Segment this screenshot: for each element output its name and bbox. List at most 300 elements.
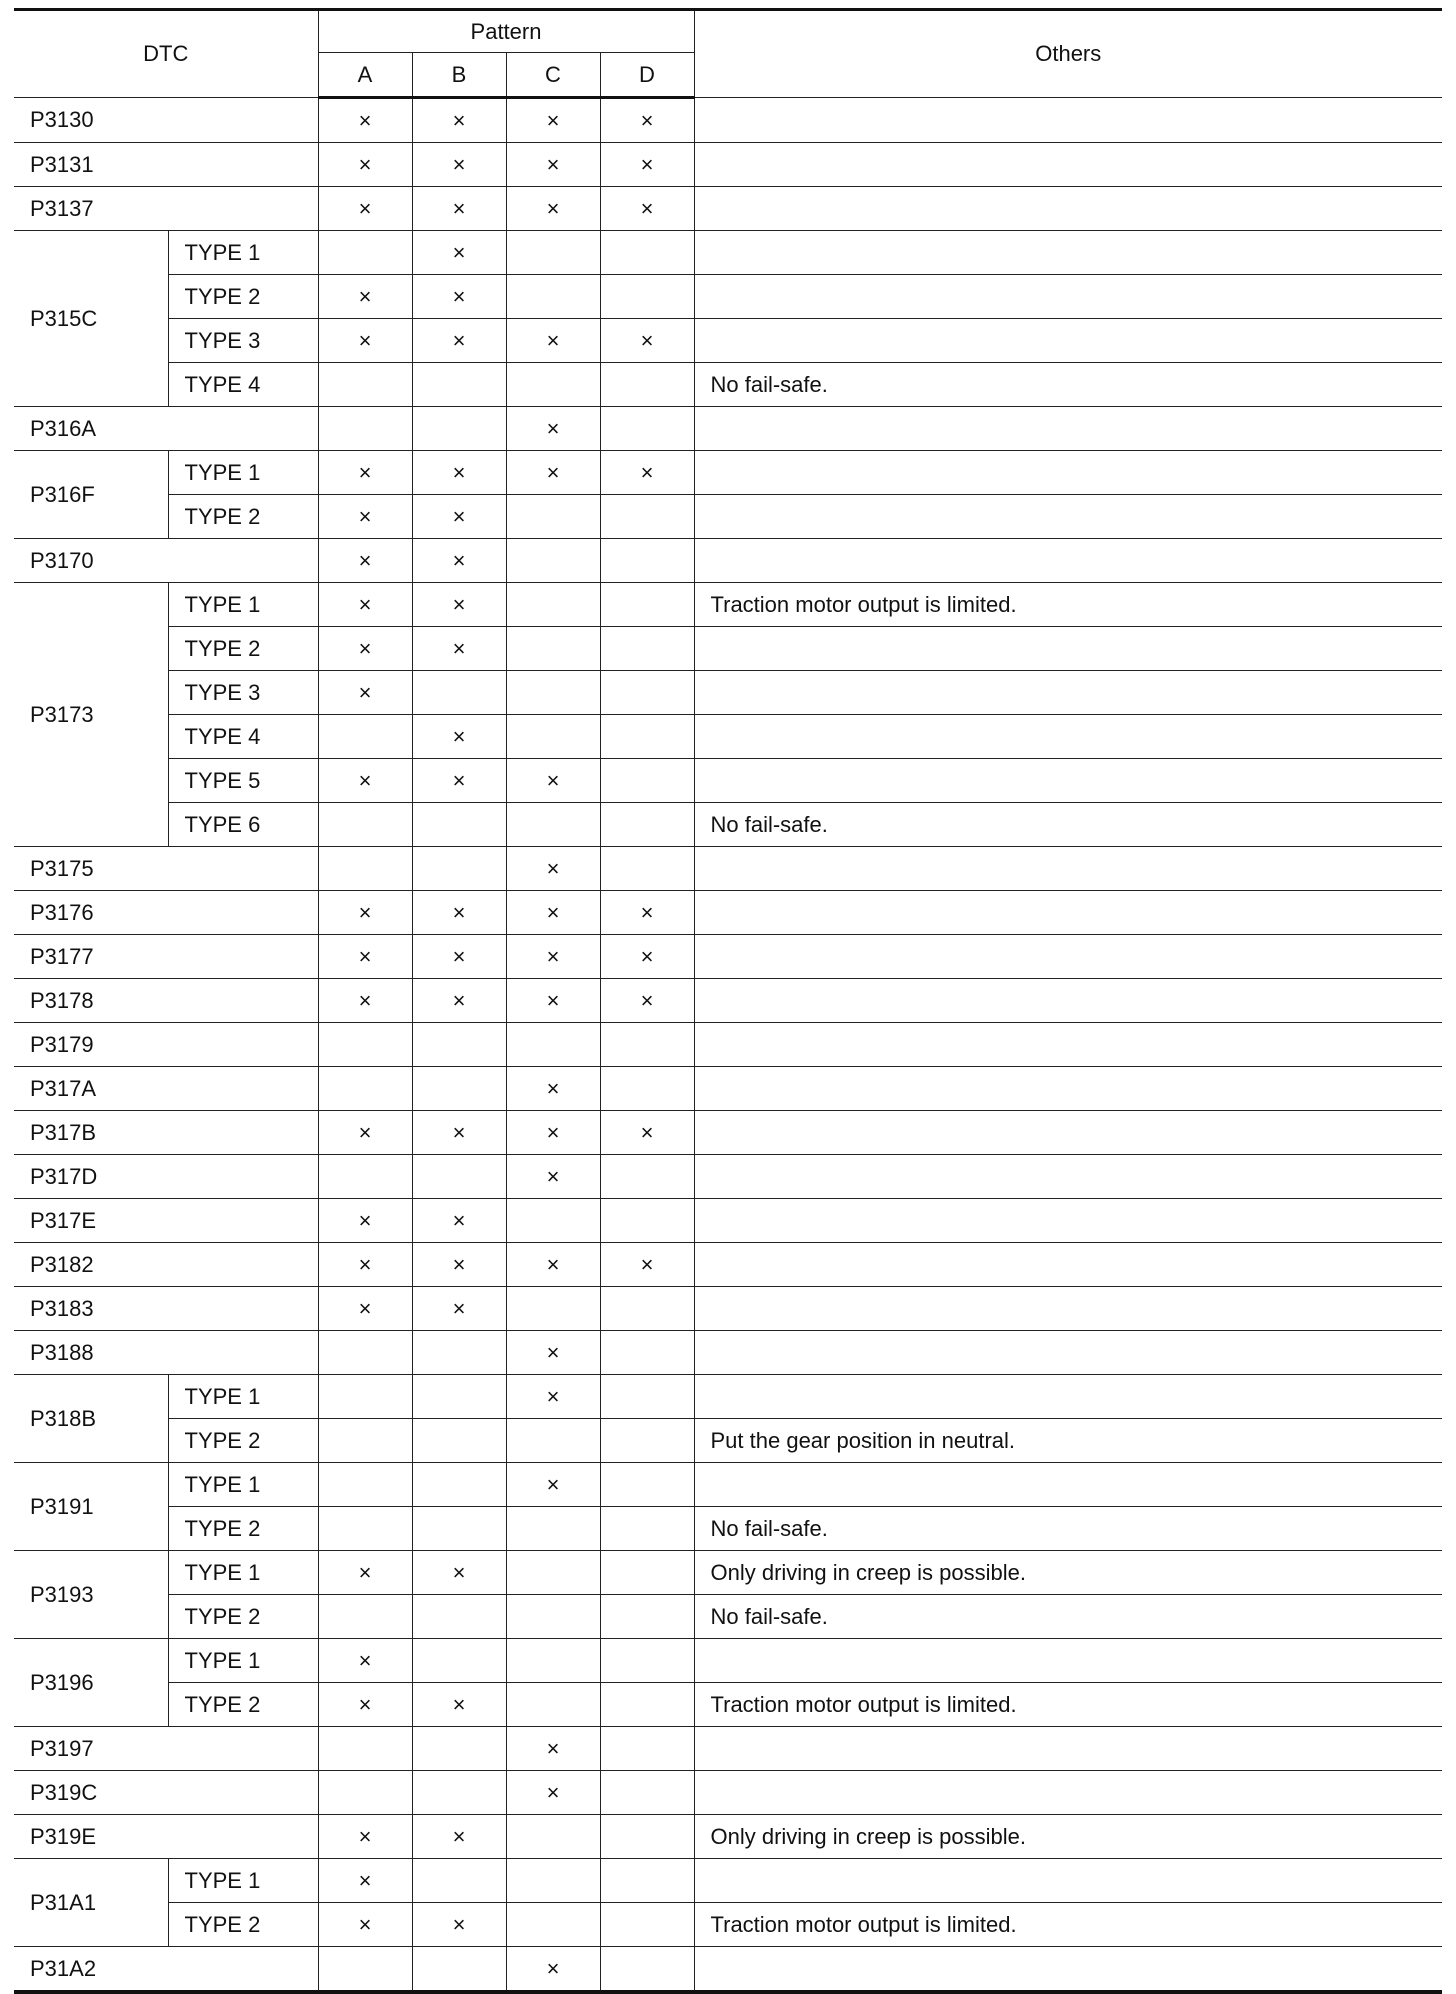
- pattern-d-cell: [600, 1947, 694, 1993]
- table-row: [14, 1507, 1442, 1551]
- table-row: [14, 495, 1442, 539]
- table-row: [14, 1947, 1442, 1993]
- table-row: [14, 671, 1442, 715]
- pattern-d-cell: ×: [600, 98, 694, 143]
- pattern-d-cell: [600, 1023, 694, 1067]
- dtc-code: P3178: [14, 979, 318, 1023]
- others-cell: Traction motor output is limited.: [694, 1683, 1442, 1727]
- dtc-code: P316A: [14, 407, 318, 451]
- pattern-a-cell: ×: [318, 1551, 412, 1595]
- table-row: [14, 143, 1442, 187]
- pattern-c-cell: ×: [506, 891, 600, 935]
- others-cell: [694, 275, 1442, 319]
- dtc-code: P3170: [14, 539, 318, 583]
- pattern-c-cell: [506, 231, 600, 275]
- others-cell: [694, 495, 1442, 539]
- others-cell: [694, 1199, 1442, 1243]
- dtc-type: TYPE 4: [168, 363, 318, 407]
- pattern-c-cell: [506, 1023, 600, 1067]
- table-row: [14, 715, 1442, 759]
- pattern-a-cell: [318, 1947, 412, 1993]
- table-row: [14, 847, 1442, 891]
- pattern-b-cell: ×: [412, 231, 506, 275]
- pattern-col-b: B: [412, 53, 506, 98]
- dtc-code: P31A2: [14, 1947, 318, 1993]
- pattern-b-cell: ×: [412, 759, 506, 803]
- pattern-b-cell: ×: [412, 715, 506, 759]
- pattern-b-cell: ×: [412, 1551, 506, 1595]
- pattern-c-cell: ×: [506, 98, 600, 143]
- pattern-c-cell: ×: [506, 979, 600, 1023]
- pattern-c-cell: ×: [506, 1331, 600, 1375]
- pattern-b-cell: [412, 1771, 506, 1815]
- pattern-a-cell: [318, 1331, 412, 1375]
- dtc-type: TYPE 2: [168, 275, 318, 319]
- dtc-code: P3177: [14, 935, 318, 979]
- others-cell: Put the gear position in neutral.: [694, 1419, 1442, 1463]
- pattern-c-cell: ×: [506, 451, 600, 495]
- dtc-type: TYPE 1: [168, 451, 318, 495]
- dtc-type: TYPE 3: [168, 671, 318, 715]
- pattern-d-cell: [600, 1903, 694, 1947]
- pattern-b-cell: [412, 1463, 506, 1507]
- dtc-type: TYPE 6: [168, 803, 318, 847]
- pattern-c-cell: [506, 627, 600, 671]
- pattern-d-cell: [600, 1199, 694, 1243]
- table-body: [14, 98, 1442, 1993]
- dtc-type: TYPE 2: [168, 1419, 318, 1463]
- pattern-c-cell: ×: [506, 1771, 600, 1815]
- others-cell: Traction motor output is limited.: [694, 1903, 1442, 1947]
- table-row: [14, 1067, 1442, 1111]
- pattern-b-cell: [412, 363, 506, 407]
- table-row: [14, 891, 1442, 935]
- pattern-a-cell: [318, 1595, 412, 1639]
- pattern-c-cell: ×: [506, 1947, 600, 1993]
- pattern-c-cell: [506, 363, 600, 407]
- dtc-header: DTC: [143, 41, 189, 66]
- pattern-c-cell: [506, 1507, 600, 1551]
- pattern-b-cell: [412, 1859, 506, 1903]
- pattern-d-cell: [600, 715, 694, 759]
- pattern-b-cell: [412, 1067, 506, 1111]
- pattern-d-cell: [600, 583, 694, 627]
- dtc-type: TYPE 1: [168, 1551, 318, 1595]
- table-row: [14, 451, 1442, 495]
- pattern-c-cell: [506, 1287, 600, 1331]
- pattern-b-cell: ×: [412, 583, 506, 627]
- dtc-type: TYPE 2: [168, 1903, 318, 1947]
- others-cell: No fail-safe.: [694, 363, 1442, 407]
- pattern-a-cell: [318, 1507, 412, 1551]
- table-row: [14, 539, 1442, 583]
- pattern-d-cell: [600, 1815, 694, 1859]
- dtc-code: P3130: [14, 98, 318, 143]
- table-row: [14, 1595, 1442, 1639]
- others-cell: [694, 319, 1442, 363]
- pattern-d-cell: [600, 1287, 694, 1331]
- pattern-b-cell: ×: [412, 451, 506, 495]
- table-row: [14, 319, 1442, 363]
- pattern-c-cell: ×: [506, 1067, 600, 1111]
- pattern-a-cell: ×: [318, 495, 412, 539]
- dtc-code: P31A1: [14, 1859, 168, 1947]
- dtc-type: TYPE 1: [168, 1639, 318, 1683]
- others-cell: No fail-safe.: [694, 1595, 1442, 1639]
- dtc-code: P317D: [14, 1155, 318, 1199]
- pattern-b-cell: [412, 407, 506, 451]
- pattern-c-cell: ×: [506, 935, 600, 979]
- pattern-c-cell: ×: [506, 407, 600, 451]
- pattern-a-cell: [318, 803, 412, 847]
- pattern-a-cell: [318, 1067, 412, 1111]
- pattern-d-cell: [600, 1155, 694, 1199]
- table-row: [14, 1815, 1442, 1859]
- pattern-b-cell: ×: [412, 143, 506, 187]
- pattern-c-cell: ×: [506, 759, 600, 803]
- pattern-b-cell: [412, 1375, 506, 1419]
- dtc-code: P319E: [14, 1815, 318, 1859]
- pattern-c-cell: [506, 1859, 600, 1903]
- others-header: Others: [694, 10, 1442, 98]
- pattern-c-cell: [506, 1815, 600, 1859]
- pattern-a-cell: ×: [318, 275, 412, 319]
- table-row: [14, 1463, 1442, 1507]
- table-row: [14, 935, 1442, 979]
- table-row: [14, 759, 1442, 803]
- pattern-a-cell: ×: [318, 1903, 412, 1947]
- pattern-b-cell: [412, 1507, 506, 1551]
- pattern-b-cell: ×: [412, 1683, 506, 1727]
- pattern-b-cell: ×: [412, 1111, 506, 1155]
- pattern-d-cell: ×: [600, 1243, 694, 1287]
- dtc-type: TYPE 2: [168, 627, 318, 671]
- pattern-c-cell: [506, 715, 600, 759]
- others-cell: [694, 143, 1442, 187]
- pattern-d-cell: [600, 803, 694, 847]
- table-row: [14, 1419, 1442, 1463]
- pattern-b-cell: ×: [412, 98, 506, 143]
- table-row: [14, 187, 1442, 231]
- pattern-a-cell: ×: [318, 1639, 412, 1683]
- table-row: [14, 231, 1442, 275]
- pattern-c-cell: [506, 1419, 600, 1463]
- dtc-code: P317E: [14, 1199, 318, 1243]
- table-row: [14, 1375, 1442, 1419]
- pattern-a-cell: ×: [318, 583, 412, 627]
- pattern-d-cell: [600, 1507, 694, 1551]
- dtc-type: TYPE 1: [168, 1463, 318, 1507]
- pattern-d-cell: [600, 1683, 694, 1727]
- others-cell: [694, 1639, 1442, 1683]
- pattern-c-cell: [506, 275, 600, 319]
- pattern-d-cell: [600, 1463, 694, 1507]
- pattern-c-cell: [506, 495, 600, 539]
- dtc-type: TYPE 2: [168, 495, 318, 539]
- others-cell: [694, 539, 1442, 583]
- pattern-d-cell: [600, 847, 694, 891]
- table-row: [14, 1727, 1442, 1771]
- dtc-code: P318B: [14, 1375, 168, 1463]
- dtc-type: TYPE 4: [168, 715, 318, 759]
- pattern-c-cell: [506, 1683, 600, 1727]
- pattern-c-cell: [506, 1595, 600, 1639]
- dtc-type: TYPE 5: [168, 759, 318, 803]
- others-cell: Only driving in creep is possible.: [694, 1551, 1442, 1595]
- pattern-a-cell: [318, 363, 412, 407]
- pattern-b-cell: ×: [412, 1903, 506, 1947]
- dtc-type: TYPE 2: [168, 1683, 318, 1727]
- fail-safe-table: [14, 8, 1442, 1994]
- dtc-code: P317B: [14, 1111, 318, 1155]
- pattern-d-cell: [600, 363, 694, 407]
- pattern-b-cell: [412, 1727, 506, 1771]
- others-cell: [694, 1947, 1442, 1993]
- others-cell: [694, 1331, 1442, 1375]
- pattern-d-cell: [600, 495, 694, 539]
- pattern-a-cell: ×: [318, 451, 412, 495]
- pattern-c-cell: [506, 671, 600, 715]
- pattern-c-cell: ×: [506, 847, 600, 891]
- pattern-a-cell: ×: [318, 187, 412, 231]
- pattern-d-cell: [600, 1595, 694, 1639]
- others-cell: Traction motor output is limited.: [694, 583, 1442, 627]
- pattern-c-cell: [506, 1199, 600, 1243]
- dtc-code: P3176: [14, 891, 318, 935]
- table-row: [14, 1859, 1442, 1903]
- dtc-code: P3188: [14, 1331, 318, 1375]
- pattern-a-cell: [318, 1155, 412, 1199]
- pattern-a-cell: ×: [318, 671, 412, 715]
- table-row: [14, 1683, 1442, 1727]
- dtc-code: P317A: [14, 1067, 318, 1111]
- pattern-a-cell: [318, 715, 412, 759]
- table-row: [14, 979, 1442, 1023]
- pattern-d-cell: [600, 1551, 694, 1595]
- table-row: [14, 363, 1442, 407]
- dtc-type: TYPE 2: [168, 1507, 318, 1551]
- pattern-b-cell: ×: [412, 891, 506, 935]
- pattern-d-cell: [600, 1771, 694, 1815]
- others-cell: [694, 1287, 1442, 1331]
- table-row: [14, 1155, 1442, 1199]
- pattern-b-cell: [412, 1331, 506, 1375]
- pattern-d-cell: [600, 231, 694, 275]
- pattern-a-cell: [318, 847, 412, 891]
- table-row: [14, 407, 1442, 451]
- others-cell: [694, 1155, 1442, 1199]
- table-row: [14, 1639, 1442, 1683]
- others-cell: [694, 759, 1442, 803]
- pattern-d-cell: ×: [600, 319, 694, 363]
- pattern-d-cell: [600, 759, 694, 803]
- dtc-type: TYPE 2: [168, 1595, 318, 1639]
- table-row: [14, 803, 1442, 847]
- others-cell: [694, 231, 1442, 275]
- pattern-b-cell: ×: [412, 935, 506, 979]
- pattern-b-cell: ×: [412, 627, 506, 671]
- pattern-a-cell: [318, 407, 412, 451]
- pattern-d-cell: [600, 275, 694, 319]
- dtc-code: P3183: [14, 1287, 318, 1331]
- table-row: [14, 1771, 1442, 1815]
- table-row: [14, 1331, 1442, 1375]
- pattern-a-cell: [318, 1771, 412, 1815]
- others-cell: [694, 98, 1442, 143]
- pattern-a-cell: ×: [318, 759, 412, 803]
- table-row: [14, 1903, 1442, 1947]
- dtc-type: TYPE 3: [168, 319, 318, 363]
- pattern-b-cell: ×: [412, 1287, 506, 1331]
- pattern-a-cell: [318, 1727, 412, 1771]
- others-cell: [694, 187, 1442, 231]
- pattern-b-cell: ×: [412, 319, 506, 363]
- pattern-a-cell: ×: [318, 1287, 412, 1331]
- others-cell: Only driving in creep is possible.: [694, 1815, 1442, 1859]
- table-row: [14, 627, 1442, 671]
- dtc-code: P3131: [14, 143, 318, 187]
- pattern-d-cell: [600, 1727, 694, 1771]
- others-cell: No fail-safe.: [694, 1507, 1442, 1551]
- table-row: [14, 1111, 1442, 1155]
- dtc-code: P3193: [14, 1551, 168, 1639]
- pattern-b-cell: ×: [412, 539, 506, 583]
- pattern-d-cell: ×: [600, 143, 694, 187]
- others-cell: [694, 715, 1442, 759]
- dtc-code: P3197: [14, 1727, 318, 1771]
- others-cell: [694, 451, 1442, 495]
- table-row: [14, 1023, 1442, 1067]
- pattern-b-cell: ×: [412, 1199, 506, 1243]
- pattern-b-cell: ×: [412, 187, 506, 231]
- others-cell: [694, 407, 1442, 451]
- pattern-c-cell: ×: [506, 1727, 600, 1771]
- others-cell: [694, 847, 1442, 891]
- pattern-b-cell: ×: [412, 275, 506, 319]
- others-cell: [694, 671, 1442, 715]
- pattern-b-cell: ×: [412, 979, 506, 1023]
- table-row: [14, 275, 1442, 319]
- pattern-col-d: D: [600, 53, 694, 98]
- pattern-c-cell: [506, 1903, 600, 1947]
- pattern-b-cell: [412, 1639, 506, 1683]
- pattern-b-cell: ×: [412, 1243, 506, 1287]
- table-row: [14, 1551, 1442, 1595]
- table-row: [14, 1287, 1442, 1331]
- pattern-d-cell: [600, 407, 694, 451]
- pattern-a-cell: ×: [318, 143, 412, 187]
- pattern-d-cell: [600, 627, 694, 671]
- pattern-d-cell: [600, 539, 694, 583]
- pattern-c-cell: [506, 803, 600, 847]
- dtc-code: P315C: [14, 231, 168, 407]
- pattern-d-cell: ×: [600, 187, 694, 231]
- pattern-a-cell: ×: [318, 1683, 412, 1727]
- pattern-a-cell: ×: [318, 1243, 412, 1287]
- pattern-b-cell: [412, 1595, 506, 1639]
- pattern-d-cell: [600, 1331, 694, 1375]
- pattern-col-c: C: [506, 53, 600, 98]
- others-cell: [694, 1023, 1442, 1067]
- pattern-c-cell: ×: [506, 319, 600, 363]
- dtc-code: P316F: [14, 451, 168, 539]
- pattern-a-cell: ×: [318, 319, 412, 363]
- others-cell: [694, 1067, 1442, 1111]
- pattern-c-cell: ×: [506, 1243, 600, 1287]
- dtc-type: TYPE 1: [168, 1375, 318, 1419]
- pattern-a-cell: ×: [318, 627, 412, 671]
- dtc-code: P3182: [14, 1243, 318, 1287]
- pattern-a-cell: [318, 231, 412, 275]
- pattern-d-cell: [600, 1067, 694, 1111]
- pattern-a-cell: ×: [318, 1199, 412, 1243]
- pattern-d-cell: [600, 671, 694, 715]
- others-cell: [694, 1859, 1442, 1903]
- pattern-b-cell: ×: [412, 1815, 506, 1859]
- pattern-b-cell: [412, 1023, 506, 1067]
- pattern-c-cell: ×: [506, 1155, 600, 1199]
- pattern-a-cell: ×: [318, 98, 412, 143]
- pattern-a-cell: ×: [318, 891, 412, 935]
- pattern-c-cell: [506, 583, 600, 627]
- pattern-header: Pattern: [318, 10, 694, 53]
- pattern-d-cell: [600, 1639, 694, 1683]
- pattern-d-cell: ×: [600, 935, 694, 979]
- pattern-a-cell: [318, 1023, 412, 1067]
- pattern-d-cell: ×: [600, 451, 694, 495]
- pattern-d-cell: ×: [600, 891, 694, 935]
- others-cell: [694, 1375, 1442, 1419]
- pattern-b-cell: [412, 1419, 506, 1463]
- others-cell: [694, 1727, 1442, 1771]
- pattern-b-cell: ×: [412, 495, 506, 539]
- dtc-code: P319C: [14, 1771, 318, 1815]
- table-row: [14, 1243, 1442, 1287]
- dtc-type: TYPE 1: [168, 583, 318, 627]
- pattern-c-cell: [506, 1551, 600, 1595]
- dtc-code: P3137: [14, 187, 318, 231]
- pattern-b-cell: [412, 847, 506, 891]
- pattern-c-cell: ×: [506, 1463, 600, 1507]
- pattern-c-cell: ×: [506, 143, 600, 187]
- table-row: [14, 98, 1442, 143]
- pattern-a-cell: [318, 1375, 412, 1419]
- table-row: [14, 583, 1442, 627]
- others-cell: [694, 1243, 1442, 1287]
- pattern-a-cell: ×: [318, 1815, 412, 1859]
- pattern-b-cell: [412, 803, 506, 847]
- dtc-type: TYPE 1: [168, 1859, 318, 1903]
- pattern-d-cell: [600, 1375, 694, 1419]
- others-cell: No fail-safe.: [694, 803, 1442, 847]
- others-cell: [694, 979, 1442, 1023]
- pattern-a-cell: ×: [318, 935, 412, 979]
- dtc-code: P3179: [14, 1023, 318, 1067]
- pattern-a-cell: ×: [318, 1111, 412, 1155]
- pattern-a-cell: [318, 1463, 412, 1507]
- others-cell: [694, 1463, 1442, 1507]
- dtc-code: P3196: [14, 1639, 168, 1727]
- pattern-c-cell: [506, 539, 600, 583]
- pattern-b-cell: [412, 671, 506, 715]
- others-cell: [694, 935, 1442, 979]
- pattern-d-cell: [600, 1859, 694, 1903]
- pattern-col-a: A: [318, 53, 412, 98]
- others-cell: [694, 891, 1442, 935]
- pattern-a-cell: ×: [318, 979, 412, 1023]
- pattern-c-cell: ×: [506, 1111, 600, 1155]
- pattern-c-cell: ×: [506, 1375, 600, 1419]
